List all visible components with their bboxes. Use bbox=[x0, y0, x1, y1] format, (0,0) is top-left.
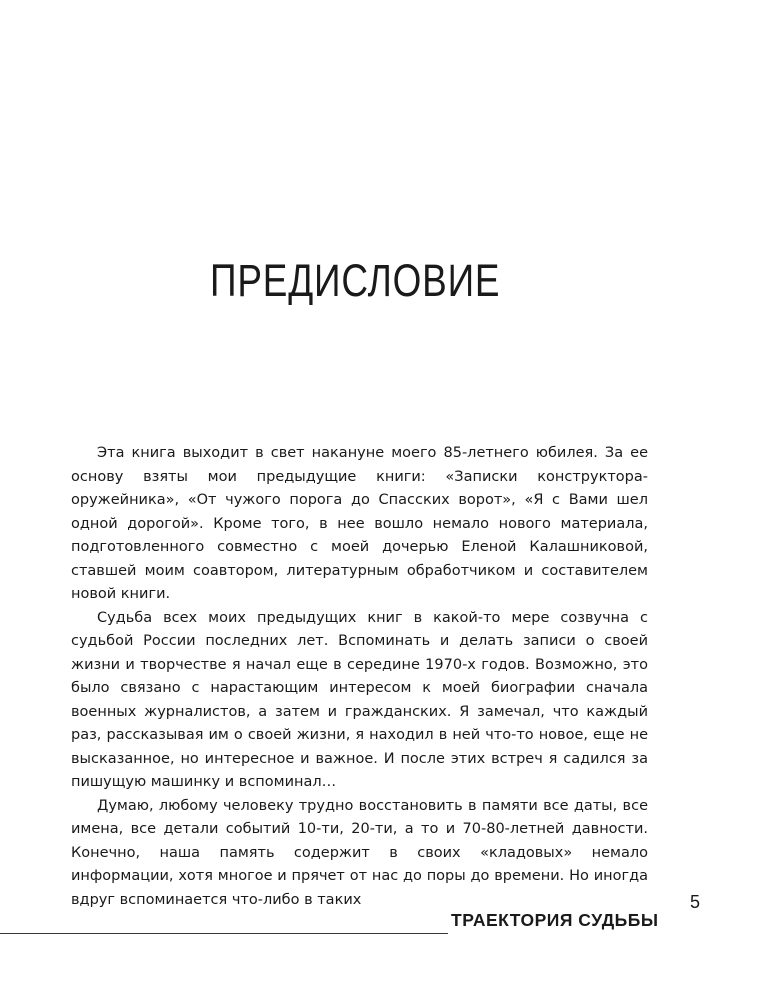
chapter-title: ПРЕДИСЛОВИЕ bbox=[210, 255, 501, 306]
page-number: 5 bbox=[690, 892, 701, 912]
footer-divider bbox=[0, 933, 448, 934]
running-title: ТРАЕКТОРИЯ СУДЬБЫ bbox=[451, 910, 659, 930]
paragraph-3: Думаю, любому человеку трудно восстановить в памяти все даты, все имена, все детали событий 10-ти, 20-ти, а то и 70-80-летней давности. Конечно, наша память содержит в своих «кладовых» немало информации, хотя многое и прячет от нас до поры до времени. Но иногда вдруг вспоминается что-либо в таких bbox=[71, 797, 648, 908]
paragraph-1: Эта книга выходит в свет накануне моего 85-летнего юбилея. За ее основу взяты мои предыдущие книги: «Записки конструктора-оружейника», «От чужого порога до Спасских ворот», «Я с Вами шел одной дорогой». Кроме того, в нее вошло немало нового материала, подготовленного совместно с моей дочерью Еленой Калашниковой, ставшей моим соавтором, литературным обработчиком и составителем новой книги. bbox=[71, 445, 648, 602]
paragraph-2: Судьба всех моих предыдущих книг в какой-то мере созвучна с судьбой России последних лет. Вспоминать и делать записи о своей жизни и творчестве я начал еще в середине 1970-х годов. Возможно, это было связано с нарастающим интересом к моей биографии сначала военных журналистов, а затем и гражданских. Я замечал, что каждый раз, рассказывая им о своей жизни, я находил в ней что-то новое, еще не высказанное, но интересное и важное. И после этих встреч я садился за пишущую машинку и вспоминал… bbox=[71, 609, 648, 790]
body-text bbox=[71, 442, 648, 912]
